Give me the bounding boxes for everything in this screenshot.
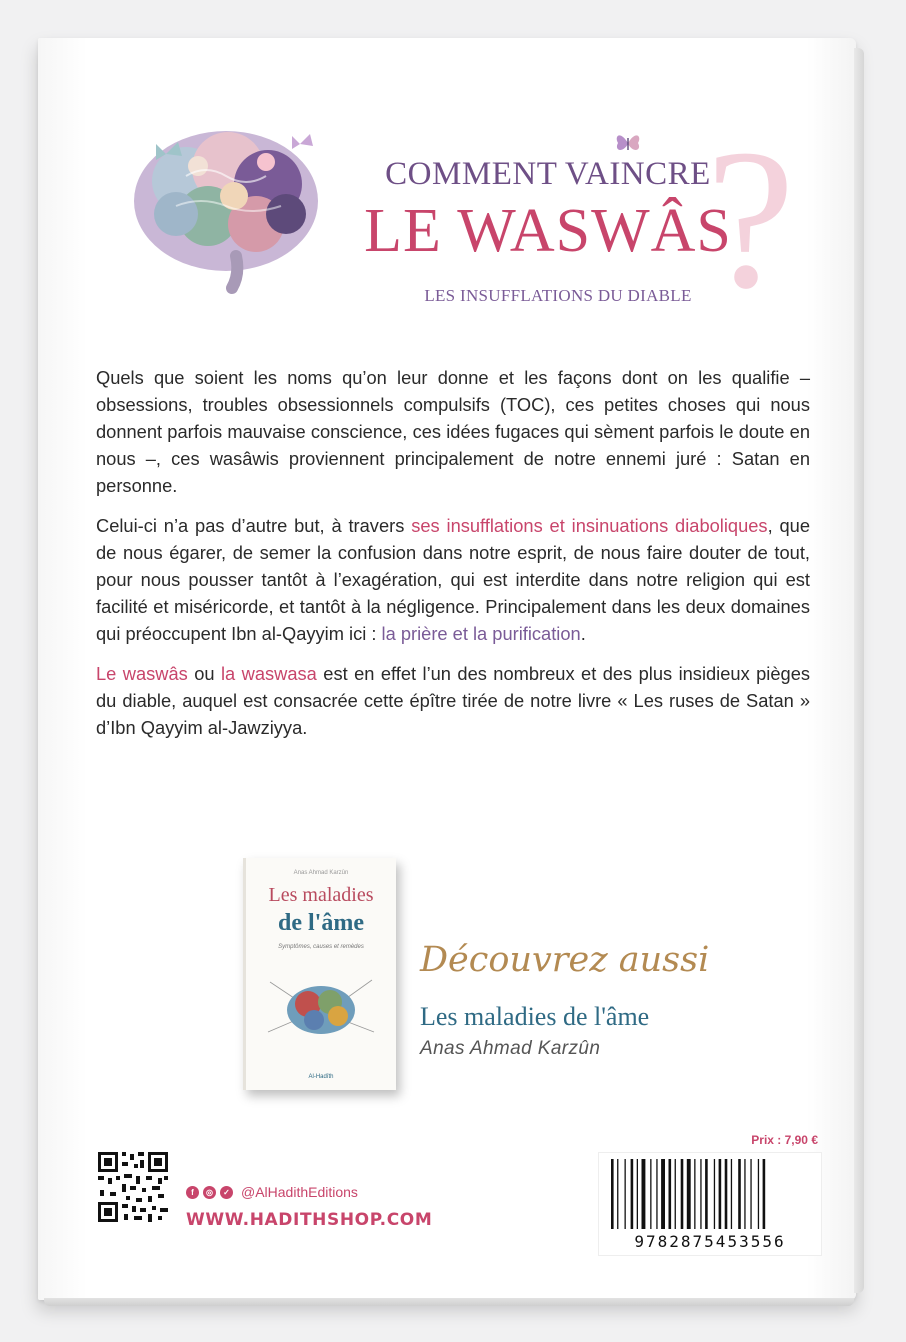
- barcode-icon: [598, 1152, 822, 1256]
- brain-illustration: [116, 96, 336, 296]
- blurb-p2-part-a: Celui-ci n’a pas d’autre but, à travers: [96, 515, 412, 536]
- price-label: Prix : 7,90 €: [751, 1133, 818, 1147]
- blurb-p2-part-c: .: [580, 623, 586, 644]
- twitter-icon[interactable]: ✓: [220, 1186, 233, 1199]
- question-mark-decoration: ?: [706, 109, 795, 330]
- website-link[interactable]: WWW.HADITHSHOP.COM: [186, 1210, 433, 1230]
- blurb-p3-highlight-2: la waswasa: [221, 663, 317, 684]
- butterfly-icon: [614, 130, 642, 156]
- qr-code-icon[interactable]: [96, 1150, 170, 1224]
- blurb-paragraph-3: [96, 660, 810, 741]
- blurb-paragraph-2: [96, 512, 810, 647]
- blurb-p2-part-b: , que de nous égarer, de semer la confusion dans notre esprit, de nous faire douter de tout, pour nous pousser tantôt à l’exagération, qui est interdite dans notre religion qui est facilité et miséricorde, et tantôt à la négligence. Principalement dans les deux domaines qui préoccupent Ibn al-Qayyim ici :: [96, 515, 810, 644]
- promo-book-cover[interactable]: [243, 858, 396, 1090]
- social-links: [186, 1184, 358, 1200]
- isbn-number: 9782875453556: [634, 1232, 786, 1251]
- blurb-p2-highlight-2: la prière et la purification: [381, 623, 581, 644]
- blurb-p2-highlight-1: ses insufflations et insinuations diaboliques: [411, 515, 768, 536]
- promo-book-title[interactable]: Les maladies de l'âme: [420, 1002, 650, 1031]
- blurb-paragraph-1: Quels que soient les noms qu’on leur donne et les façons dont on les qualifie – obsessions, troubles obsessionnels compulsifs (TOC), ces petites choses qui nous donnent parfois mauvaise conscience, ces idées fugaces qui sèment parfois le doute en nous –, ces wasâwis proviennent principalement de notre ennemi juré : Satan en personne.: [96, 367, 810, 496]
- mini-cover-title-2: de l'âme: [278, 910, 364, 936]
- book-back-cover: [38, 38, 856, 1300]
- social-handle[interactable]: @AlHadithEditions: [241, 1184, 358, 1200]
- instagram-icon[interactable]: ◎: [203, 1186, 216, 1199]
- blurb-p3-part-a: ou: [187, 663, 221, 684]
- title-line-2: LE WASWÂS: [364, 197, 732, 265]
- blurb-text: [96, 364, 810, 754]
- book-bottom-edge: [44, 1298, 854, 1306]
- promo-heading: Découvrez aussi: [420, 940, 710, 980]
- title-line-1: COMMENT VAINCRE: [385, 156, 711, 192]
- book-page-edge: [854, 48, 864, 1293]
- promo-book-author: Anas Ahmad Karzûn: [420, 1038, 601, 1059]
- mini-cover-subtitle: Symptômes, causes et remèdes: [278, 944, 364, 950]
- barcode-bars: [611, 1159, 809, 1229]
- mini-cover-title-1: Les maladies: [268, 884, 374, 906]
- mini-cover-publisher: Al-Hadîth: [308, 1074, 334, 1080]
- facebook-icon[interactable]: f: [186, 1186, 199, 1199]
- blurb-p3-highlight-1: Le waswâs: [96, 663, 188, 684]
- mini-brain-illustration: [260, 962, 382, 1052]
- mini-cover-author: Anas Ahmad Karzûn: [293, 870, 349, 876]
- blurb-p3-part-b: est en effet l’un des nombreux et des plus insidieux pièges du diable, auquel est consacrée cette épître tirée de notre livre « Les ruses de Satan » d’Ibn Qayyim al-Jawziyya.: [96, 663, 811, 738]
- book-subtitle: LES INSUFFLATIONS DU DIABLE: [424, 286, 692, 305]
